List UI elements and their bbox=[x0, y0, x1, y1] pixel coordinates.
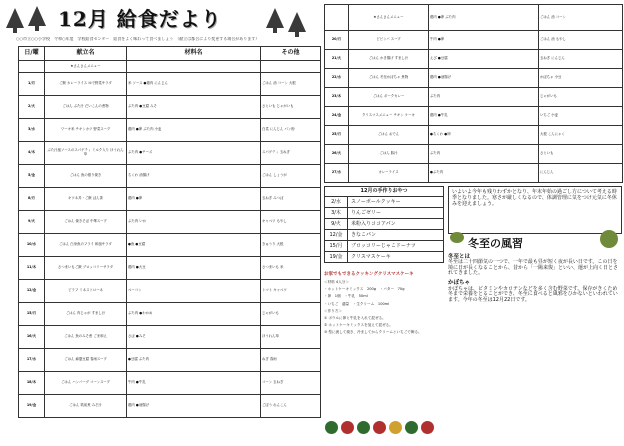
menu-cell-mat: ちくわ 油揚げ bbox=[127, 165, 261, 188]
title-banner bbox=[4, 6, 316, 40]
menu-cell-date bbox=[19, 61, 45, 73]
table-row bbox=[325, 164, 623, 183]
menu-cell-mat: 牛肉 ●牛乳 bbox=[127, 372, 261, 395]
menu-cell-other: さといも bbox=[539, 145, 623, 164]
table-row bbox=[325, 69, 623, 88]
table-row bbox=[19, 96, 321, 119]
recipe-line: ・卵 1個 ・牛乳 50ml bbox=[324, 294, 368, 299]
snack-row bbox=[324, 230, 444, 241]
essay-intro: いよいよ今年も残りわずかとなり、年末年始の過ごし方について考える時季となりました。寒さが厳しくなるので、体調管理に気をつけ元気に冬休みを迎えましょう。 bbox=[448, 186, 622, 234]
recipe-line: ・ホットケーキミックス 200g ・バター 70g bbox=[324, 287, 405, 292]
table-row bbox=[19, 395, 321, 418]
menu-cell-date: 18/木 bbox=[19, 372, 45, 395]
menu-cell-dish: ごはん 麻婆豆腐 春雨スープ bbox=[45, 349, 127, 372]
christmas-tree-icon bbox=[266, 8, 284, 34]
menu-cell-mat: ぶた肉 ●わかめ bbox=[127, 303, 261, 326]
menu-cell-date: 23/木 bbox=[325, 88, 349, 107]
snack-name: ブロッコリーじゃこドーナツ bbox=[351, 243, 416, 249]
menu-cell-mat: 鶏肉 ●油揚げ bbox=[429, 69, 539, 88]
table-row bbox=[19, 372, 321, 395]
menu-cell-mat: ベーコン bbox=[127, 280, 261, 303]
menu-cell-date: 2/火 bbox=[19, 96, 45, 119]
menu-cell-date: 3/水 bbox=[19, 119, 45, 142]
menu-cell-mat: 鶏肉 ●大豆 bbox=[127, 257, 261, 280]
recipe-line: ・いちご 適量 ・生クリーム 100ml bbox=[324, 301, 390, 306]
table-row bbox=[19, 303, 321, 326]
christmas-tree-icon bbox=[288, 12, 306, 38]
menu-cell-dish: ごはん 白身魚のフライ 和風サラダ bbox=[45, 234, 127, 257]
snack-row bbox=[324, 208, 444, 219]
menu-cell-mat: 鶏肉 ●油揚げ bbox=[127, 395, 261, 418]
menu-cell-mat: ●ぶた肉 bbox=[429, 164, 539, 183]
table-row bbox=[325, 50, 623, 69]
menu-cell-date: 10/水 bbox=[19, 234, 45, 257]
menu-cell-dish: ごはん ぶた汁 だいこんの煮物 bbox=[45, 96, 127, 119]
table-row bbox=[19, 211, 321, 234]
menu-cell-date: 21/火 bbox=[325, 50, 349, 69]
menu-table bbox=[18, 46, 321, 418]
table-row bbox=[19, 326, 321, 349]
menu-cell-other: ごはん 油 コーン 大根 bbox=[261, 73, 321, 96]
essay-section-title: かぼちゃ bbox=[448, 280, 471, 287]
essay-section-title: 冬至とは bbox=[448, 253, 471, 260]
essay-paragraph: かぼちゃは、ビタミンやカロテンなどを多く含む野菜です。保存がきくため冬まで栄養をとることができ、冬至に食べると風邪をひかないといわれています。今年の冬至は12月22日です。 bbox=[448, 285, 618, 304]
table-row bbox=[19, 119, 321, 142]
holly-icon bbox=[405, 421, 418, 434]
menu-cell-dish: ごはん ポークカレー bbox=[349, 88, 429, 107]
menu-cell-date: 20/月 bbox=[325, 31, 349, 50]
menu-cell-mat: ぶた肉 ●豆腐 みそ bbox=[127, 96, 261, 119]
menu-cell-other: トマト キャベツ bbox=[261, 280, 321, 303]
snack-name: きなこパン bbox=[351, 232, 377, 238]
table-row bbox=[19, 142, 321, 165]
menu-cell-mat: 鶏肉 ●牛乳 bbox=[429, 107, 539, 126]
menu-cell-date: 25/月 bbox=[325, 126, 349, 145]
menu-cell-other: ごはん しょうが bbox=[261, 165, 321, 188]
menu-cell-dish: ごはん 焼きそば 中華スープ bbox=[45, 211, 127, 234]
menu-cell-dish: ピビンバ スープ bbox=[349, 31, 429, 50]
header-dish: 献立名 bbox=[45, 47, 127, 61]
recipe-line: ＜作り方＞ bbox=[324, 308, 342, 313]
snack-row bbox=[324, 252, 444, 263]
menu-cell-dish: ごはん 魚のみそ煮 ごま和え bbox=[45, 326, 127, 349]
header-date: 日/曜 bbox=[19, 47, 45, 61]
menu-cell-dish: ごはん ハンバーグ コーンスープ bbox=[45, 372, 127, 395]
menu-cell-other: ごぼう れんこん bbox=[261, 395, 321, 418]
menu-table-continued bbox=[324, 4, 623, 183]
pumpkin-icon bbox=[600, 230, 618, 248]
bell-icon bbox=[389, 421, 402, 434]
menu-cell-other: ほうれん草 bbox=[261, 326, 321, 349]
menu-cell-other: スパゲティ 玉ねぎ bbox=[261, 142, 321, 165]
menu-cell-other: いちご 小麦 bbox=[539, 107, 623, 126]
menu-cell-dish: ごはん かき揚げ すまし汁 bbox=[349, 50, 429, 69]
snack-date: 9/火 bbox=[325, 219, 348, 229]
menu-cell-dish: ワーキ米 チキンカツ 野菜スープ bbox=[45, 119, 127, 142]
menu-cell-date: 19/金 bbox=[19, 395, 45, 418]
menu-cell-dish: カレーライス bbox=[349, 164, 429, 183]
menu-cell-mat: ●魚 ●豆腐 bbox=[127, 234, 261, 257]
menu-cell-other: ごはん 油 もやし bbox=[539, 31, 623, 50]
snack-name: スノーボールクッキー bbox=[351, 199, 401, 205]
table-row bbox=[19, 280, 321, 303]
menu-cell-date: 9/火 bbox=[19, 211, 45, 234]
menu-cell-dish: クリスマスメニュー チキン ケーキ bbox=[349, 107, 429, 126]
menu-cell-mat: ●ちくわ ●卵 bbox=[429, 126, 539, 145]
table-row bbox=[19, 61, 321, 73]
menu-header-row bbox=[19, 47, 321, 61]
table-row bbox=[19, 188, 321, 211]
menu-cell-other: ごはん 油 コーン bbox=[539, 5, 623, 31]
menu-cell-other bbox=[261, 61, 321, 73]
menu-cell-date: 5/金 bbox=[19, 165, 45, 188]
ornament-row bbox=[325, 421, 445, 437]
snack-row bbox=[324, 241, 444, 252]
menu-cell-other: かぼちゃ 小豆 bbox=[539, 69, 623, 88]
menu-cell-other: 玉ねぎ みつば bbox=[261, 188, 321, 211]
menu-cell-dish: ぶた汁風ソースのスパゲティ ミルク入り ほうれん草 bbox=[45, 142, 127, 165]
menu-cell-date: 15/月 bbox=[19, 303, 45, 326]
menu-cell-dish: さつまいもご飯 ブロッコリーサラダ bbox=[45, 257, 127, 280]
menu-cell-other: じゃがいも bbox=[261, 303, 321, 326]
menu-cell-date: 22/水 bbox=[325, 69, 349, 88]
recipe-title: お家でもできるクッキングクリスマスケーキ bbox=[324, 272, 414, 277]
essay-heading: 冬至の風習 bbox=[468, 237, 523, 250]
christmas-tree-icon bbox=[28, 6, 46, 32]
menu-cell-mat: ぶた肉 いか bbox=[127, 211, 261, 234]
christmas-tree-icon bbox=[6, 8, 24, 34]
menu-cell-mat bbox=[127, 61, 261, 73]
page-title: 12月 給食だより bbox=[58, 7, 222, 31]
header-materials: 材料名 bbox=[127, 47, 261, 61]
snack-name: クリスマスケーキ bbox=[351, 254, 391, 260]
menu-cell-date: 4/木 bbox=[19, 142, 45, 165]
menu-cell-date: 27/水 bbox=[325, 164, 349, 183]
menu-cell-date: 16/火 bbox=[19, 326, 45, 349]
menu-cell-other: ねぎ 春雨 bbox=[261, 349, 321, 372]
menu-cell-date: 17/水 bbox=[19, 349, 45, 372]
menu-cell-other: じゃがいも bbox=[539, 88, 623, 107]
table-row bbox=[19, 73, 321, 96]
menu-cell-date: 24/金 bbox=[325, 107, 349, 126]
table-row bbox=[325, 126, 623, 145]
menu-cell-date: 26/火 bbox=[325, 145, 349, 164]
menu-cell-date: 8/月 bbox=[19, 188, 45, 211]
menu-cell-other: 玉ねぎ にんじん bbox=[539, 50, 623, 69]
menu-cell-other: きゅうり 大根 bbox=[261, 234, 321, 257]
table-row bbox=[325, 107, 623, 126]
essay-paragraph: 冬至は二十四節気の一つで、一年で最も昼が短く夜が長い日です。この日を境に日が長くなることから、昔から「一陽来復」といい、運が上向く日とされてきました。 bbox=[448, 258, 619, 277]
snack-row bbox=[324, 219, 444, 230]
menu-cell-other: 大根 こんにゃく bbox=[539, 126, 623, 145]
snack-title: 12月の手作りおやつ bbox=[324, 186, 444, 197]
menu-cell-mat: 牛肉 ●卵 bbox=[429, 31, 539, 50]
menu-cell-dish: ごはん 魚の照り焼き bbox=[45, 165, 127, 188]
menu-cell-dish: ごはん 肉じゃが すまし汁 bbox=[45, 303, 127, 326]
menu-cell-mat: えび ●豆腐 bbox=[429, 50, 539, 69]
table-row bbox=[19, 349, 321, 372]
table-row bbox=[19, 234, 321, 257]
menu-cell-date bbox=[325, 5, 349, 31]
snack-date: 19/金 bbox=[325, 252, 348, 262]
wreath-icon bbox=[325, 421, 338, 434]
pumpkin-icon bbox=[450, 232, 464, 243]
recipe-line: ＜材料 4人分＞ bbox=[324, 280, 349, 285]
menu-cell-other: にんじん bbox=[539, 164, 623, 183]
menu-cell-mat: さば ●みそ bbox=[127, 326, 261, 349]
stocking-icon bbox=[421, 421, 434, 434]
table-row bbox=[325, 88, 623, 107]
snack-date: 3/木 bbox=[325, 208, 348, 218]
menu-cell-dish: ごはん 筑前煮 みそ汁 bbox=[45, 395, 127, 418]
menu-cell-mat: ぶた肉 bbox=[429, 88, 539, 107]
menu-cell-other: さつまいも 米 bbox=[261, 257, 321, 280]
menu-cell-mat: 鶏肉 ●卵 ぶた肉 小麦 bbox=[127, 119, 261, 142]
menu-cell-mat: 鶏肉 ●卵 ぶた肉 bbox=[429, 5, 539, 31]
essay-column bbox=[448, 186, 622, 442]
menu-cell-mat: ●豆腐 ぶた肉 bbox=[127, 349, 261, 372]
menu-cell-dish: ピラフ ミネストローネ bbox=[45, 280, 127, 303]
title-subline: ○○市立○○小学校 令和○年度 学校給食センター 給食をよく味わって食べましょう （献立は都合により変更する場合があります） bbox=[16, 37, 260, 41]
menu-cell-mat: ぶた肉 ●チーズ bbox=[127, 142, 261, 165]
snack-date: 2/水 bbox=[325, 197, 348, 207]
table-row bbox=[325, 5, 623, 31]
table-row bbox=[19, 165, 321, 188]
recipe-box bbox=[324, 272, 444, 442]
menu-cell-mat: 鶏肉 ●卵 bbox=[127, 188, 261, 211]
tree-icon bbox=[357, 421, 370, 434]
header-other: その他 bbox=[261, 47, 321, 61]
snack-date: 15/月 bbox=[325, 241, 348, 251]
recipe-line: ③ 型に流して焼き、冷ましてからクリームといちごで飾る。 bbox=[324, 330, 422, 335]
table-row bbox=[325, 31, 623, 50]
snack-name: 米粉入りココアパン bbox=[351, 221, 396, 227]
menu-cell-date: 12/金 bbox=[19, 280, 45, 303]
menu-cell-dish: キツネ丼・ご飯 ばん茶 bbox=[45, 188, 127, 211]
recipe-line: ② ホットケーキミックスを加えて混ぜる。 bbox=[324, 322, 393, 327]
menu-cell-dish: ご飯 カレーライス ゆで野菜サラダ bbox=[45, 73, 127, 96]
snack-box bbox=[324, 186, 444, 263]
menu-cell-dish: ごはん 豚汁 bbox=[349, 145, 429, 164]
santa-icon bbox=[341, 421, 354, 434]
menu-cell-dish: ★さんさんメニュー bbox=[45, 61, 127, 73]
menu-cell-dish: ごはん おでん bbox=[349, 126, 429, 145]
table-row bbox=[19, 257, 321, 280]
menu-cell-mat: ぶた肉 bbox=[429, 145, 539, 164]
snack-row bbox=[324, 197, 444, 208]
snack-date: 12/金 bbox=[325, 230, 348, 240]
menu-cell-other: さといも じゃがいも bbox=[261, 96, 321, 119]
menu-cell-dish: ★さんさんメニュー bbox=[349, 5, 429, 31]
gift-icon bbox=[373, 421, 386, 434]
recipe-line: ① ボウルに卵と牛乳を入れて混ぜる。 bbox=[324, 315, 386, 320]
menu-cell-dish: ごはん 冬至かぼちゃ 煮物 bbox=[349, 69, 429, 88]
menu-cell-date: 1/月 bbox=[19, 73, 45, 96]
table-row bbox=[325, 145, 623, 164]
menu-cell-other: キャベツ もやし bbox=[261, 211, 321, 234]
snack-name: りんごゼリー bbox=[351, 210, 382, 216]
menu-cell-mat: 米 ソース ●鶏肉 にんじん bbox=[127, 73, 261, 96]
menu-cell-date: 11/木 bbox=[19, 257, 45, 280]
menu-cell-other: コーン 玉ねぎ bbox=[261, 372, 321, 395]
menu-cell-other: 白菜 にんじん パン粉 bbox=[261, 119, 321, 142]
